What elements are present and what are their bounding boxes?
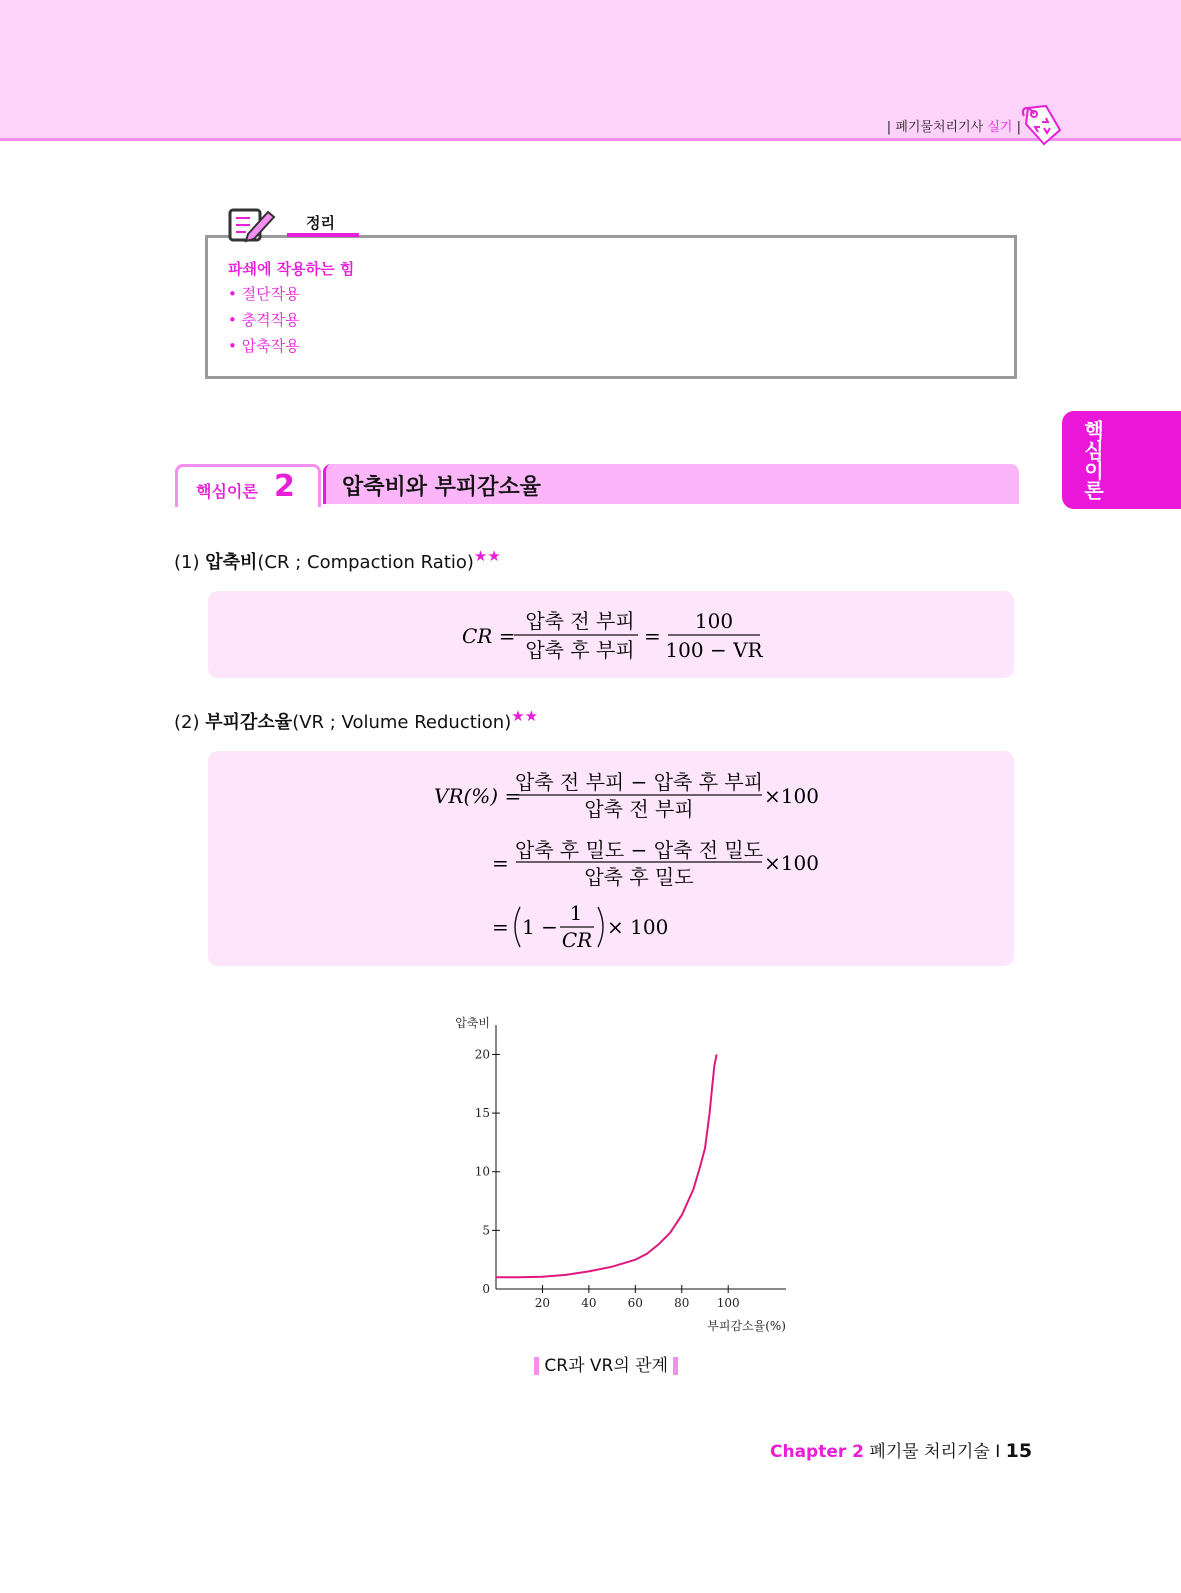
summary-item: • 절단작용 xyxy=(228,285,300,303)
x-tick-label: 20 xyxy=(534,1296,551,1310)
item-term: 부피감소율 xyxy=(205,712,293,733)
section-title: 압축비와 부피감소율 xyxy=(342,475,541,500)
formula-box-vr xyxy=(208,751,1014,966)
formula-denominator: CR xyxy=(561,928,593,952)
caption-text: CR과 VR의 관계 xyxy=(544,1356,669,1376)
formula-denominator: 압축 후 밀도 xyxy=(584,865,694,889)
subheading-cr xyxy=(174,547,501,574)
formula-box-cr xyxy=(208,591,1014,678)
formula-numerator: 1 xyxy=(569,901,583,925)
x-tick-label: 60 xyxy=(627,1296,643,1310)
caption-bar-right xyxy=(673,1357,678,1375)
footer-title: 폐기물 처리기술 xyxy=(869,1442,990,1462)
item-term: 압축비 xyxy=(205,552,258,573)
formula-lhs: CR = xyxy=(462,624,516,648)
summary-title-underline xyxy=(287,233,359,237)
formula-denominator: 100 − VR xyxy=(665,638,763,662)
section-number: 2 xyxy=(274,469,295,504)
y-tick-label: 5 xyxy=(482,1223,490,1238)
formula-lhs: VR(%) = xyxy=(434,784,522,808)
section-label: 핵심이론 xyxy=(196,482,258,501)
checklist-pencil-icon xyxy=(228,206,276,244)
caption-bar-left xyxy=(534,1357,539,1375)
formula-numerator: 100 xyxy=(694,609,734,633)
series-line-cr xyxy=(496,1055,717,1278)
summary-title: 정리 xyxy=(306,214,335,232)
formula-multiplier: ×100 xyxy=(764,784,819,808)
x-axis-label: 부피감소율(%) xyxy=(707,1319,786,1333)
x-tick-label: 40 xyxy=(581,1296,597,1310)
page-footer xyxy=(770,1437,1032,1462)
recycle-tag-icon xyxy=(1018,100,1064,148)
item-number: (1) xyxy=(174,552,200,573)
x-tick-label: 100 xyxy=(716,1296,740,1310)
formula-vr xyxy=(208,751,1014,966)
formula-cr xyxy=(208,591,1014,678)
summary-item: • 충격작용 xyxy=(228,311,300,329)
item-paren: (CR ; Compaction Ratio) xyxy=(257,552,474,573)
figure-caption xyxy=(534,1351,678,1376)
formula-numerator: 압축 전 부피 − 압축 후 부피 xyxy=(514,770,764,794)
y-axis-label: 압축비 xyxy=(455,1016,490,1030)
running-head: | 폐기물처리기사 실기 | xyxy=(886,120,1021,135)
importance-stars: ★★ xyxy=(473,547,501,565)
importance-stars: ★★ xyxy=(511,707,539,725)
y-tick-label: 0 xyxy=(482,1282,490,1296)
side-tab-label: 핵심이론 xyxy=(1080,420,1105,500)
y-tick-label: 15 xyxy=(474,1106,490,1121)
summary-item: • 압축작용 xyxy=(228,337,300,355)
item-number: (2) xyxy=(174,712,200,733)
formula-equals: = xyxy=(644,624,661,648)
formula-denominator: 압축 후 부피 xyxy=(525,638,635,662)
subheading-vr xyxy=(174,707,538,734)
x-tick-label: 80 xyxy=(674,1296,690,1310)
summary-box xyxy=(205,235,1017,379)
formula-numerator: 압축 전 부피 xyxy=(525,609,635,633)
formula-multiplier: × 100 xyxy=(607,915,669,939)
formula-equals: = xyxy=(492,915,509,939)
book-accent: 실기 xyxy=(987,120,1013,135)
cr-vr-chart xyxy=(440,1010,800,1340)
side-tab[interactable] xyxy=(1062,411,1181,509)
footer-chapter: Chapter 2 xyxy=(770,1442,865,1462)
summary-heading: 파쇄에 작용하는 힘 xyxy=(228,260,355,278)
formula-numerator: 압축 후 밀도 − 압축 전 밀도 xyxy=(514,838,764,862)
formula-equals: = xyxy=(492,851,509,875)
y-tick-label: 20 xyxy=(474,1047,490,1062)
book-title: 폐기물처리기사 xyxy=(895,120,984,135)
formula-denominator: 압축 전 부피 xyxy=(584,797,694,821)
y-tick-label: 10 xyxy=(474,1164,490,1179)
item-paren: (VR ; Volume Reduction) xyxy=(292,712,512,733)
formula-one-minus: 1 − xyxy=(522,915,558,939)
section-title-box xyxy=(323,464,1019,504)
formula-multiplier: ×100 xyxy=(764,851,819,875)
footer-separator: I xyxy=(995,1442,1001,1462)
section-label-box xyxy=(175,464,321,507)
page-number: 15 xyxy=(1005,1440,1033,1462)
